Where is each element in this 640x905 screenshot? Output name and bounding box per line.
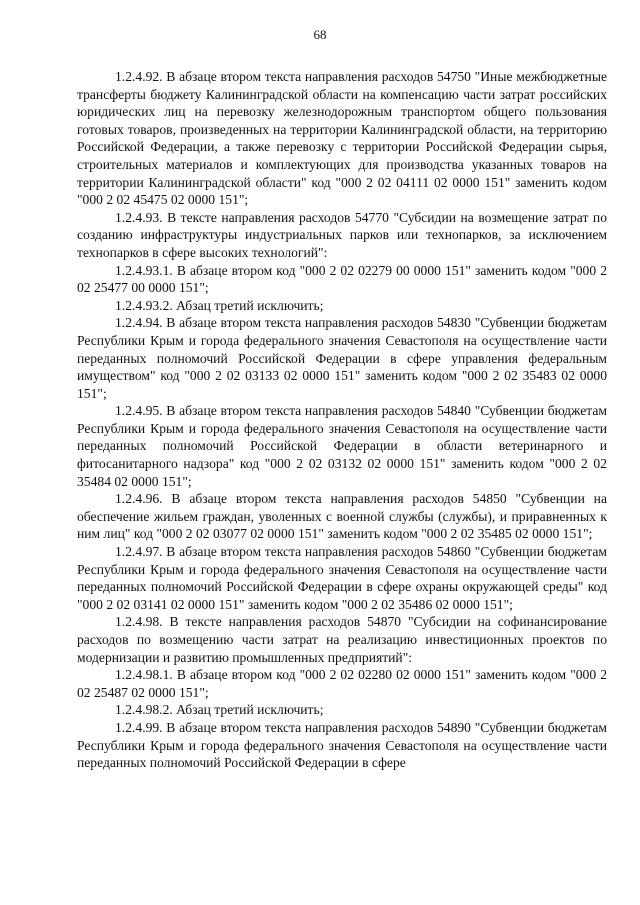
paragraph-1-2-4-98-1: 1.2.4.98.1. В абзаце втором код "000 2 02 02280 02 0000 151" заменить кодом "000 2 02 25487 02 0000 151"; bbox=[77, 667, 607, 700]
document-body bbox=[77, 68, 607, 772]
paragraph-1-2-4-93-1: 1.2.4.93.1. В абзаце втором код "000 2 02 02279 00 0000 151" заменить кодом "000 2 02 25477 00 0000 151"; bbox=[77, 262, 607, 296]
paragraph-1-2-4-98-2: 1.2.4.98.2. Абзац третий исключить; bbox=[115, 702, 324, 718]
paragraph-1-2-4-98: 1.2.4.98. В тексте направления расходов 54870 "Субсидии на софинансирование расходов по возмещению части затрат на реализацию инвестиционных проектов по модернизации и развитию промышленных предприятий": bbox=[77, 614, 607, 665]
paragraph-1-2-4-99: 1.2.4.99. В абзаце втором текста направления расходов 54890 "Субвенции бюджетам Республики Крым и города федерального значения Севастополя на осуществление части переданных полномочий Российской Федерации в сфере bbox=[77, 719, 607, 771]
paragraph-1-2-4-93: 1.2.4.93. В тексте направления расходов 54770 "Субсидии на возмещение затрат по созданию инфраструктуры индустриальных парков или технопарков, за исключением технопарков в сфере высоких технологий": bbox=[77, 209, 607, 260]
page-number: 68 bbox=[313, 27, 327, 42]
paragraph-1-2-4-94: 1.2.4.94. В абзаце втором текста направления расходов 54830 "Субвенции бюджетам Республики Крым и города федерального значения Севастополя на осуществление части переданных полномочий Российской Федерации в сфере управления федеральным имуществом" код "000 2 02 03133 02 0000 151" заменить кодом "000 2 02 35483 02 0000 151"; bbox=[77, 315, 607, 401]
paragraph-1-2-4-92: 1.2.4.92. В абзаце втором текста направления расходов 54750 "Иные межбюджетные трансферты бюджету Калининградской области на компенсацию части затрат российских юридических лиц на перевозку железнодорожным транспортом общего пользования готовых товаров, произведенных на территории Калининградской области, на территорию Российской Федерации, а также перевозку с территории Российской Федерации сырья, строительных материалов и комплектующих для производства указанных товаров на территории Калининградской области" код "000 2 02 04111 02 0000 151" заменить кодом "000 2 02 45475 02 0000 151"; bbox=[77, 69, 607, 208]
paragraph-1-2-4-95: 1.2.4.95. В абзаце втором текста направления расходов 54840 "Субвенции бюджетам Республики Крым и города федерального значения Севастополя на осуществление части переданных полномочий Российской Федерации в области ветеринарного и фитосанитарного надзора" код "000 2 02 03132 02 0000 151" заменить кодом "000 2 02 35484 02 0000 151"; bbox=[77, 403, 607, 489]
paragraph-1-2-4-93-2: 1.2.4.93.2. Абзац третий исключить; bbox=[115, 297, 324, 313]
paragraph-1-2-4-97: 1.2.4.97. В абзаце втором текста направления расходов 54860 "Субвенции бюджетам Республики Крым и города федерального значения Севастополя на осуществление части переданных полномочий Российской Федерации в сфере охраны окружающей среды" код "000 2 02 03141 02 0000 151" заменить кодом "000 2 02 35486 02 0000 151"; bbox=[77, 544, 607, 612]
paragraph-1-2-4-96: 1.2.4.96. В абзаце втором текста направления расходов 54850 "Субвенции на обеспечение жильем граждан, уволенных с военной службы (службы), и приравненных к ним лиц" код "000 2 02 03077 02 0000 151" заменить кодом "000 2 02 35485 02 0000 151"; bbox=[77, 491, 607, 542]
